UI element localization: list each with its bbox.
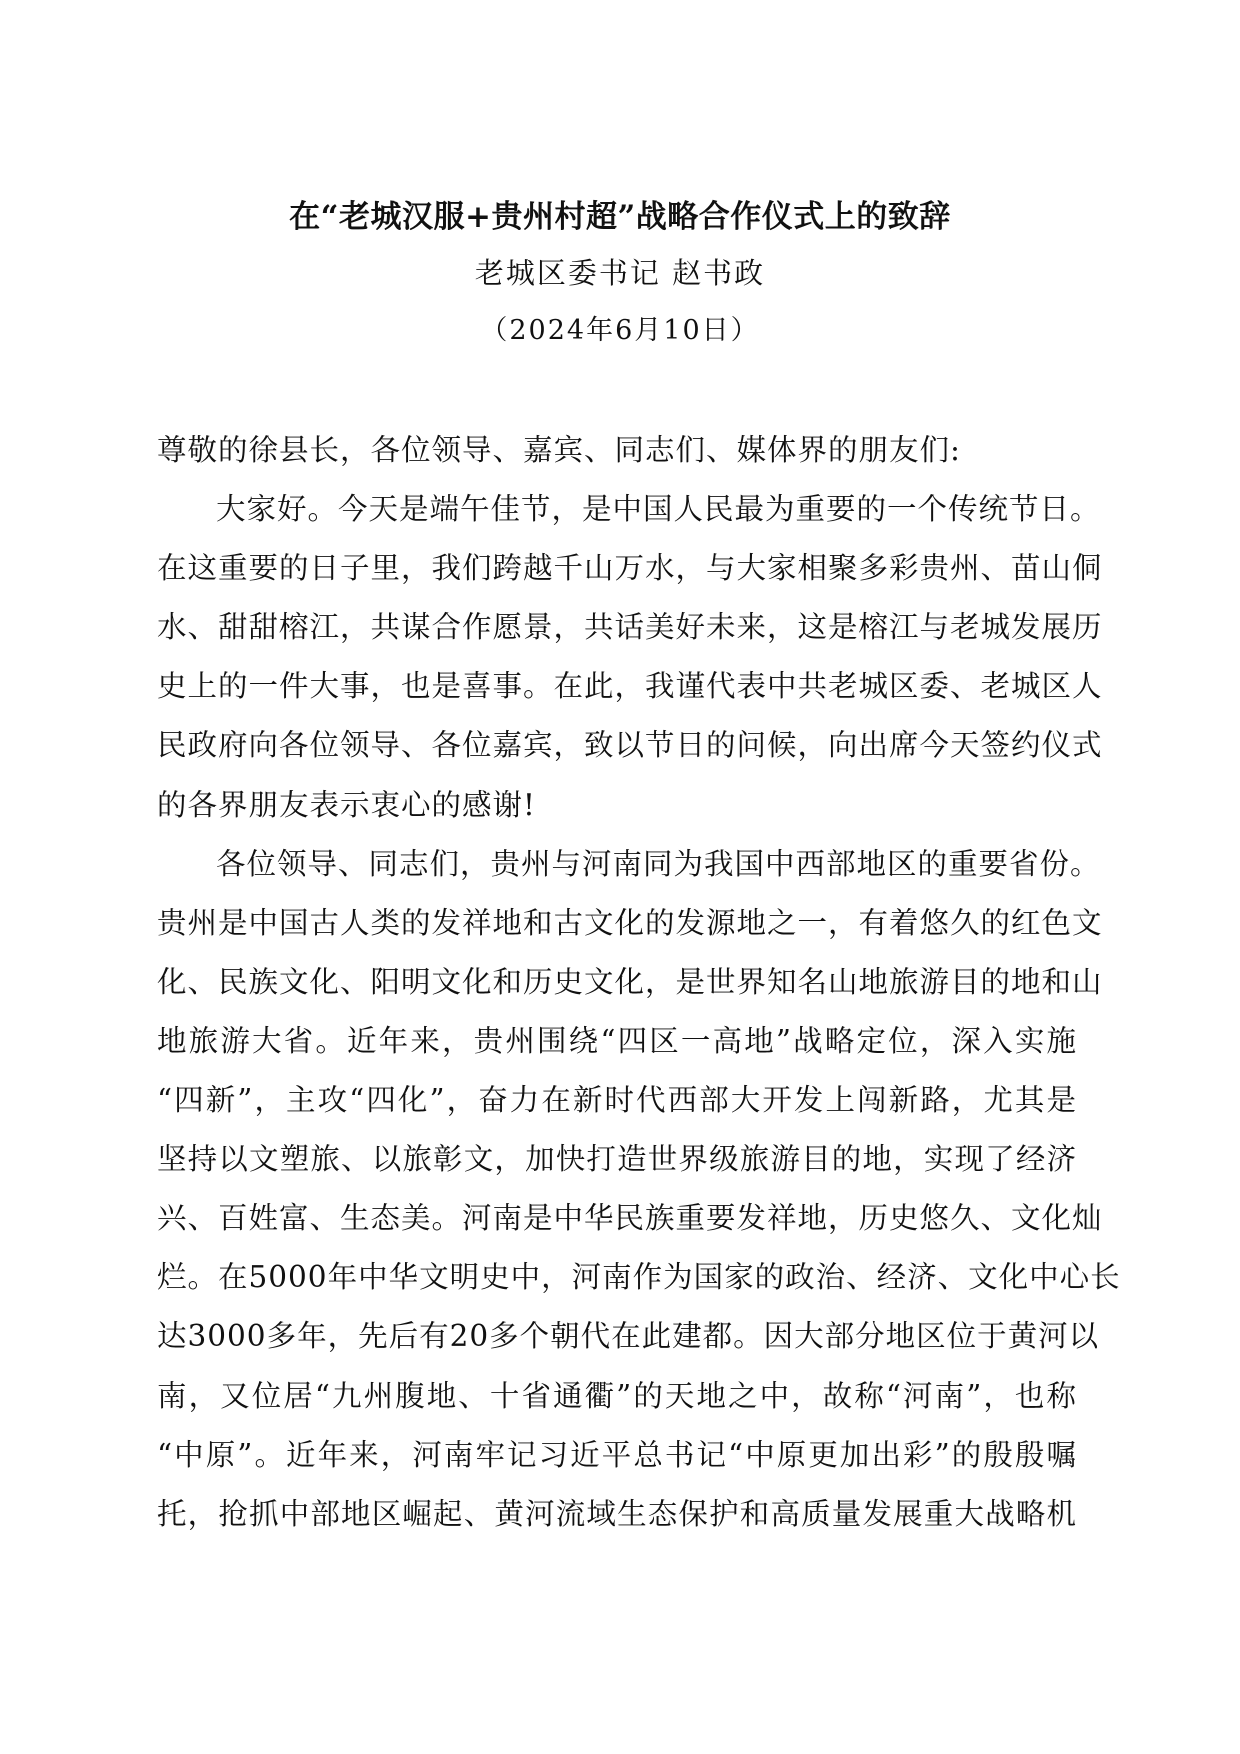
- body-line: 水、甜甜榕江，共谋合作愿景，共话美好未来，这是榕江与老城发展历: [157, 610, 1103, 645]
- body-line: “四新”，主攻“四化”，奋力在新时代西部大开发上闯新路，尤其是: [157, 1083, 1077, 1118]
- body-line: 烂。在5000年中华文明史中，河南作为国家的政治、经济、文化中心长: [157, 1260, 1121, 1295]
- document-date: （2024年6月10日）: [480, 315, 760, 346]
- body-line: 各位领导、同志们，贵州与河南同为我国中西部地区的重要省份。: [216, 846, 1101, 881]
- body-line: 达3000多年，先后有20多个朝代在此建都。因大部分地区位于黄河以: [157, 1319, 1100, 1354]
- document-body: [157, 421, 1121, 1544]
- body-line: 的各界朋友表示衷心的感谢!: [157, 787, 536, 822]
- body-line: 地旅游大省。近年来，贵州围绕“四区一高地”战略定位，深入实施: [157, 1023, 1077, 1058]
- body-line: 南，又位居“九州腹地、十省通衢”的天地之中，故称“河南”，也称: [157, 1378, 1077, 1413]
- body-line: 坚持以文塑旅、以旅彰文，加快打造世界级旅游目的地，实现了经济: [157, 1142, 1077, 1177]
- body-line: 史上的一件大事，也是喜事。在此，我谨代表中共老城区委、老城区人: [157, 669, 1103, 704]
- body-line: 民政府向各位领导、各位嘉宾，致以节日的问候，向出席今天签约仪式: [157, 728, 1103, 763]
- body-line: 大家好。今天是端午佳节，是中国人民最为重要的一个传统节日。: [216, 492, 1101, 527]
- document-author: 老城区委书记 赵书政: [474, 256, 766, 290]
- body-line: 托，抢抓中部地区崛起、黄河流域生态保护和高质量发展重大战略机: [157, 1496, 1077, 1531]
- body-line: “中原”。近年来，河南牢记习近平总书记“中原更加出彩”的殷殷嘱: [157, 1437, 1077, 1472]
- body-line: 贵州是中国古人类的发祥地和古文化的发源地之一，有着悠久的红色文: [157, 905, 1103, 940]
- body-line: 兴、百姓富、生态美。河南是中华民族重要发祥地，历史悠久、文化灿: [157, 1201, 1103, 1236]
- salutation-line: 尊敬的徐县长，各位领导、嘉宾、同志们、媒体界的朋友们:: [157, 433, 961, 467]
- body-line: 在这重要的日子里，我们跨越千山万水，与大家相聚多彩贵州、苗山侗: [157, 551, 1103, 586]
- document-title: 在“老城汉服+贵州村超”战略合作仪式上的致辞: [289, 199, 951, 235]
- body-line: 化、民族文化、阳明文化和历史文化，是世界知名山地旅游目的地和山: [157, 964, 1103, 999]
